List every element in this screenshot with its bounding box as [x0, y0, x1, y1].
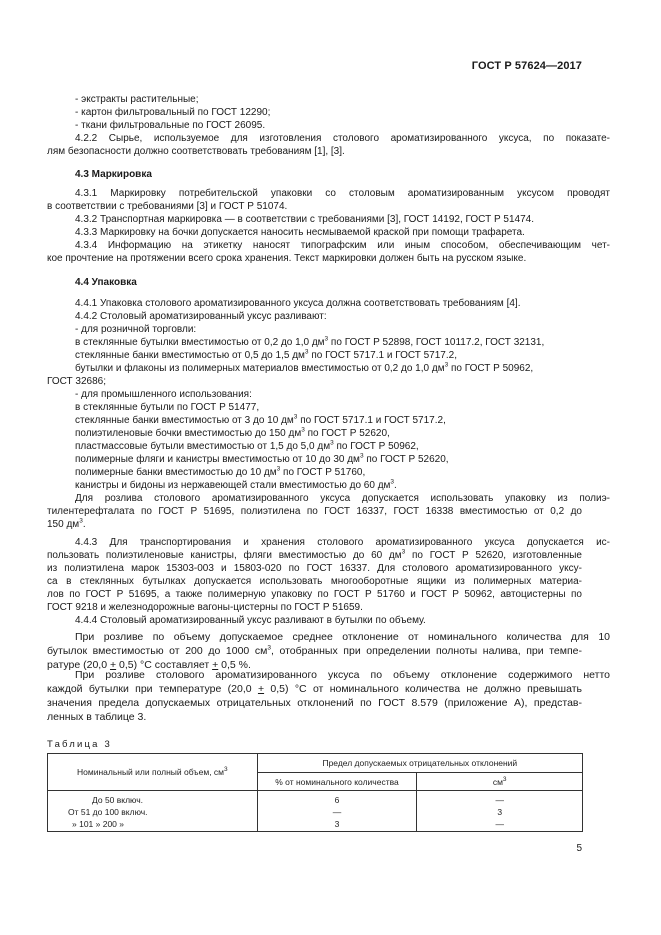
paragraph-line: тилентерефталата по ГОСТ Р 51695, полиэтилена по ГОСТ 16337, ГОСТ 16338 вместимостью от 0,2 до: [47, 506, 582, 517]
list-item: стеклянные банки вместимостью от 0,5 до 1,5 $дм^3$ по ГОСТ 5717.1 и ГОСТ 5717.2,: [75, 348, 457, 361]
paragraph-line: 4.3.1 Маркировку потребительской упаковки со столовым ароматизированным уксусом проводят: [75, 188, 610, 199]
paragraph-line: 4.2.2 Сырье, используемое для изготовления столового ароматизированного уксуса, по показате-: [75, 133, 610, 144]
list-item: бутылки и флаконы из полимерных материалов вместимостью от 0,2 до 1,0 $дм^3$ по ГОСТ Р 50962,: [75, 361, 534, 374]
list-item: - ткани фильтровальные по ГОСТ 26095.: [75, 120, 266, 131]
list-item: в стеклянные бутыли по ГОСТ Р 51477,: [75, 402, 260, 413]
list-item: - экстракты растительные;: [75, 94, 199, 105]
table-caption: Таблица 3: [47, 739, 112, 750]
paragraph-line: каждой бутылки при температуре (20,0 + 0,5) °С от номинального количества не должно превышать: [47, 683, 582, 695]
section-heading-marking: 4.3 Маркировка: [75, 169, 152, 180]
section-heading-packaging: 4.4 Упаковка: [75, 277, 137, 288]
paragraph-line: 4.4.2 Столовый ароматизированный уксус разливают:: [75, 311, 327, 322]
table-cell-cm3: —: [495, 795, 504, 805]
list-item: - картон фильтровальный по ГОСТ 12290;: [75, 107, 271, 118]
table-cell-volume: » 101 » 200 »: [72, 819, 124, 829]
paragraph-line: лям безопасности должно соответствовать требованиям [1], [3].: [47, 146, 345, 157]
paragraph-line: При розливе по объему допускаемое среднее отклонение от номинального количества для 10: [75, 631, 610, 643]
table-cell-cm3: 3: [497, 807, 503, 817]
list-item: ГОСТ 32686;: [47, 376, 106, 387]
page-number: 5: [576, 843, 582, 854]
list-item: полимерные банки вместимостью до 10 $дм^3$ по ГОСТ Р 51760,: [75, 465, 366, 478]
list-item: полимерные фляги и канистры вместимостью от 10 до 30 $дм^3$ по ГОСТ Р 52620,: [75, 452, 449, 465]
table-cell-percent: 3: [334, 819, 340, 829]
list-item: - для промышленного использования:: [75, 389, 252, 400]
table-3: [47, 753, 583, 832]
paragraph-line: При розливе столового ароматизированного уксуса по объему отклонение содержимого нетто: [75, 669, 610, 681]
list-item: пластмассовые бутыли вместимостью от 1,5 до 5,0 $дм^3$ по ГОСТ Р 50962,: [75, 439, 419, 452]
table-header-cm3: $см^3$: [417, 773, 583, 791]
paragraph-line: са в стеклянных бутылках допускается использовать многооборотные ящики из полимерных материа-: [47, 576, 582, 587]
paragraph-line: 4.3.3 Маркировку на бочки допускается наносить несмываемой краской при помощи трафарета.: [75, 227, 525, 238]
table-header-group: Предел допускаемых отрицательных отклонений: [257, 754, 582, 773]
list-item: в стеклянные бутылки вместимостью от 0,2 до 1,0 $дм^3$ по ГОСТ Р 52898, ГОСТ 10117.2, ГОСТ 32131,: [75, 335, 545, 348]
paragraph-line: 4.4.4 Столовый ароматизированный уксус разливают в бутылки по объему.: [75, 615, 426, 626]
table-header-volume: Номинальный или полный объем, $см^3$: [48, 754, 258, 791]
paragraph-line: ГОСТ 9218 и железнодорожные вагоны-цистерны по ГОСТ Р 51659.: [47, 602, 363, 613]
table-cell-cm3: —: [495, 819, 504, 829]
paragraph-line: 150 $дм^3$.: [47, 517, 86, 530]
document-id: ГОСТ Р 57624—2017: [471, 60, 582, 72]
paragraph-line: лов по ГОСТ Р 51695, а также полимерную упаковку по ГОСТ Р 51760 и ГОСТ Р 50962, автоцистерны по: [47, 589, 582, 600]
paragraph-line: кое прочтение на протяжении всего срока хранения. Текст маркировки должен быть на русском языке.: [47, 253, 527, 264]
table-cell-volume: От 51 до 100 включ.: [68, 807, 148, 817]
paragraph-line: значения предела допускаемых отрицательных отклонений по ГОСТ 8.579 (приложение А), представ-: [47, 697, 582, 709]
table-cell-volume: До 50 включ.: [92, 795, 144, 805]
table-header-percent: % от номинального количества: [257, 773, 417, 791]
list-item: стеклянные банки вместимостью от 3 до 10 $дм^3$ по ГОСТ 5717.1 и ГОСТ 5717.2,: [75, 413, 446, 426]
list-item: - для розничной торговли:: [75, 324, 197, 335]
list-item: канистры и бидоны из нержавеющей стали вместимостью до 60 $дм^3$.: [75, 478, 397, 491]
table-cell-percent: —: [332, 807, 342, 817]
paragraph-line: 4.3.4 Информацию на этикетку наносят типографским или иным способом, обеспечивающим чет-: [75, 240, 610, 251]
paragraph-line: ратуре (20,0 + 0,5) °С составляет + 0,5 %.: [47, 659, 251, 671]
paragraph-line: в соответствии с требованиями [3] и ГОСТ Р 51074.: [47, 201, 288, 212]
paragraph-line: 4.4.1 Упаковка столового ароматизированного уксуса должна соответствовать требованиям [4].: [75, 298, 521, 309]
list-item: полиэтиленовые бочки вместимостью до 150 $дм^3$ по ГОСТ Р 52620,: [75, 426, 390, 439]
paragraph-line: из полиэтилена марок 15303-003 и 15803-020 по ГОСТ 16337. Для столового ароматизированного уксу-: [47, 563, 582, 574]
paragraph-line: ленных в таблице 3.: [47, 711, 147, 723]
paragraph-line: пользовать полиэтиленовые канистры, фляги вместимостью до 60 $дм^3$ по ГОСТ Р 52620, изготовленные: [47, 548, 582, 561]
paragraph-line: 4.3.2 Транспортная маркировка — в соответствии с требованиями [3], ГОСТ 14192, ГОСТ Р 51474.: [75, 214, 534, 225]
paragraph-line: 4.4.3 Для транспортирования и хранения столового ароматизированного уксуса допускается ис-: [75, 537, 610, 548]
paragraph-line: бутылок вместимостью от 200 до 1000 $см^3$, отобранных при определении полноты налива, при темпе-: [47, 644, 582, 657]
table-cell-percent: 6: [334, 795, 340, 805]
paragraph-line: Для розлива столового ароматизированного уксуса допускается использовать упаковку из полиэ-: [75, 493, 610, 504]
